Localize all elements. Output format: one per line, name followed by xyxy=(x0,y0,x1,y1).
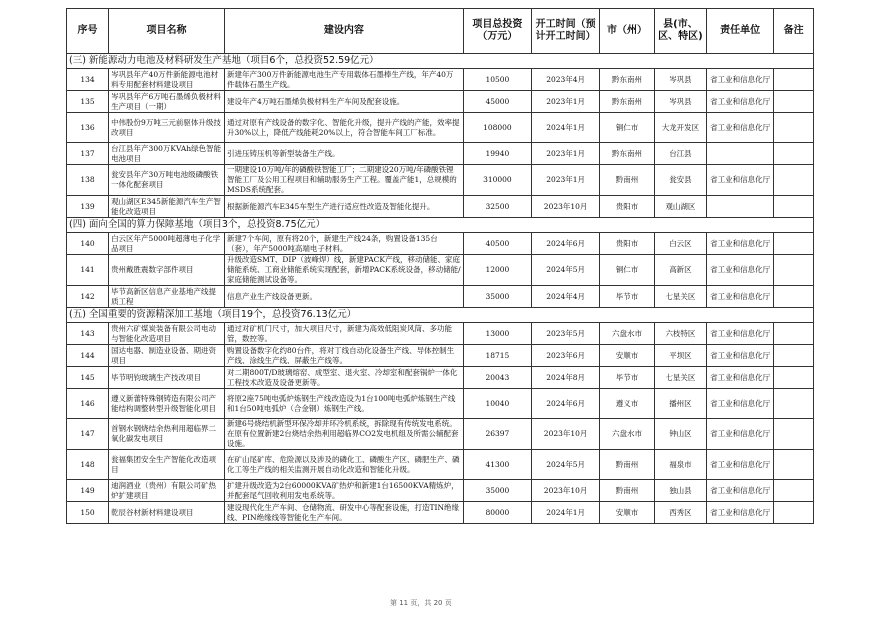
cell-name: 国达电器、制造业设备、期进资项目 xyxy=(109,345,225,367)
table-row xyxy=(67,345,814,367)
cell-seq: 138 xyxy=(67,165,109,196)
cell-investment: 40500 xyxy=(463,233,531,255)
cell-note xyxy=(774,196,814,218)
cell-city: 安顺市 xyxy=(600,345,655,367)
cell-seq: 144 xyxy=(67,345,109,367)
cell-county: 岑巩县 xyxy=(654,69,706,91)
cell-seq: 139 xyxy=(67,196,109,218)
cell-seq: 136 xyxy=(67,113,109,143)
cell-investment: 20043 xyxy=(463,367,531,389)
cell-content: 将原2座75吨电弧炉炼钢生产线改造设为1台100吨电弧炉炼钢生产线和1台50吨电弧炉（合金钢）炼钢生产线。 xyxy=(225,389,464,419)
cell-note xyxy=(774,323,814,345)
table-row xyxy=(67,91,814,113)
cell-unit xyxy=(707,196,774,218)
cell-investment: 13000 xyxy=(463,323,531,345)
cell-city: 毕节市 xyxy=(600,367,655,389)
cell-city: 六盘水市 xyxy=(600,323,655,345)
cell-city: 黔南州 xyxy=(600,480,655,502)
table-header-row xyxy=(67,9,814,54)
cell-content: 升级改造SMT、DIP（波峰焊）线，新建PACK产线，移动储能、家庭储能系统、工商业储能系统实现配套，新增PACK系统设备，移动储能/家庭储能测试设备等。 xyxy=(225,255,464,286)
cell-content: 根据新能源汽车E345车型生产进行适应性改造及智能化提升。 xyxy=(225,196,464,218)
cell-start: 2023年10月 xyxy=(532,419,600,450)
cell-unit: 省工业和信息化厅 xyxy=(707,286,774,308)
cell-start: 2024年4月 xyxy=(532,286,600,308)
cell-seq: 150 xyxy=(67,502,109,524)
header-city: 市（州） xyxy=(600,9,655,54)
cell-investment: 35000 xyxy=(463,286,531,308)
cell-start: 2024年5月 xyxy=(532,450,600,480)
cell-name: 毕节高新区信息产业基地产线提质工程 xyxy=(109,286,225,308)
cell-start: 2023年10月 xyxy=(532,480,600,502)
cell-investment: 45000 xyxy=(463,91,531,113)
cell-unit: 省工业和信息化厅 xyxy=(707,419,774,450)
cell-note xyxy=(774,502,814,524)
cell-start: 2023年1月 xyxy=(532,143,600,165)
cell-start: 2024年6月 xyxy=(532,233,600,255)
cell-seq: 148 xyxy=(67,450,109,480)
table-row xyxy=(67,286,814,308)
cell-county: 高新区 xyxy=(654,255,706,286)
cell-start: 2024年5月 xyxy=(532,255,600,286)
cell-note xyxy=(774,450,814,480)
table-row xyxy=(67,389,814,419)
header-content: 建设内容 xyxy=(225,9,464,54)
cell-content: 建设现代化生产车间、仓储物流、研发中心等配套设施，打造TIN绝缘线、PIN绝缘线等智能化生产车间。 xyxy=(225,502,464,524)
cell-city: 六盘水市 xyxy=(600,419,655,450)
header-unit: 责任单位 xyxy=(707,9,774,54)
cell-start: 2023年1月 xyxy=(532,165,600,196)
table-body xyxy=(67,54,814,524)
cell-content: 建设年产4万吨石墨烯负极材料生产车间及配套设施。 xyxy=(225,91,464,113)
cell-unit: 省工业和信息化厅 xyxy=(707,480,774,502)
cell-seq: 146 xyxy=(67,389,109,419)
cell-county: 播州区 xyxy=(654,389,706,419)
cell-county: 西秀区 xyxy=(654,502,706,524)
table-row xyxy=(67,196,814,218)
cell-investment: 10040 xyxy=(463,389,531,419)
cell-note xyxy=(774,233,814,255)
cell-investment: 32500 xyxy=(463,196,531,218)
cell-content: 通过对原有产线设备的数字化、智能化升级，提升产线的产能，效率提升30%以上，降低产线能耗20%以上，符合智能车间工厂标准。 xyxy=(225,113,464,143)
cell-county: 平坝区 xyxy=(654,345,706,367)
cell-name: 观山湖区E345新能源汽车生产智能化改造项目 xyxy=(109,196,225,218)
cell-seq: 143 xyxy=(67,323,109,345)
table-row xyxy=(67,450,814,480)
cell-county: 白云区 xyxy=(654,233,706,255)
cell-county: 台江县 xyxy=(654,143,706,165)
cell-seq: 140 xyxy=(67,233,109,255)
cell-name: 岑巩县年产6万吨石墨烯负极材料生产项目（一期） xyxy=(109,91,225,113)
cell-content: 对二期800T/D玻璃熔窑、成型室、退火室、冷却室和配套锅炉一体化工程技术改造及设备更新等。 xyxy=(225,367,464,389)
cell-unit xyxy=(707,143,774,165)
cell-seq: 135 xyxy=(67,91,109,113)
cell-investment: 41300 xyxy=(463,450,531,480)
table-row xyxy=(67,113,814,143)
cell-unit: 省工业和信息化厅 xyxy=(707,91,774,113)
header-seq: 序号 xyxy=(67,9,109,54)
cell-investment: 12000 xyxy=(463,255,531,286)
table-row xyxy=(67,255,814,286)
cell-content: 新建7个车间，原有将20个，新建生产线24条，购置设备135台（套），年产5000吨高端电子材料。 xyxy=(225,233,464,255)
cell-city: 黔南州 xyxy=(600,165,655,196)
cell-county: 七星关区 xyxy=(654,367,706,389)
cell-name: 瓮福集团安全生产智能化改造项目 xyxy=(109,450,225,480)
cell-name: 岑巩县年产40万件新能源电池材料专用配套材料建设项目 xyxy=(109,69,225,91)
cell-note xyxy=(774,113,814,143)
cell-unit: 省工业和信息化厅 xyxy=(707,367,774,389)
cell-note xyxy=(774,345,814,367)
cell-name: 毕节明钧玻璃生产技改项目 xyxy=(109,367,225,389)
header-investment: 项目总投资（万元） xyxy=(463,9,531,54)
cell-investment: 19940 xyxy=(463,143,531,165)
cell-content: 购置设备数字化约80台件，将对丁线自动化设备生产线、导体控制生产线、涂线生产线、屏蔽生产线等。 xyxy=(225,345,464,367)
cell-note xyxy=(774,389,814,419)
cell-start: 2024年1月 xyxy=(532,502,600,524)
cell-unit: 省工业和信息化厅 xyxy=(707,502,774,524)
page-footer: 第 11 页，共 20 页 xyxy=(390,599,452,607)
cell-name: 乾辰谷材新材料建设项目 xyxy=(109,502,225,524)
cell-name: 贵州六矿煤炭装备有限公司电动与智能化改造项目 xyxy=(109,323,225,345)
cell-unit: 省工业和信息化厅 xyxy=(707,69,774,91)
section-title: (五) 全国重要的资源精深加工基地（项目19个，总投资76.13亿元） xyxy=(67,308,814,323)
cell-note xyxy=(774,69,814,91)
cell-city: 黔东南州 xyxy=(600,143,655,165)
cell-city: 贵阳市 xyxy=(600,233,655,255)
cell-note xyxy=(774,367,814,389)
table-row xyxy=(67,165,814,196)
section-row xyxy=(67,308,814,323)
cell-seq: 137 xyxy=(67,143,109,165)
cell-note xyxy=(774,165,814,196)
cell-investment: 108000 xyxy=(463,113,531,143)
section-row xyxy=(67,54,814,69)
cell-name: 遵义新蕾特殊钢铸造有限公司产能结构调整转型升级智能化项目 xyxy=(109,389,225,419)
cell-name: 贵州戴胜震数字部件项目 xyxy=(109,255,225,286)
cell-investment: 26397 xyxy=(463,419,531,450)
cell-city: 黔东南州 xyxy=(600,91,655,113)
cell-start: 2023年1月 xyxy=(532,91,600,113)
cell-start: 2023年10月 xyxy=(532,196,600,218)
table-row xyxy=(67,69,814,91)
cell-seq: 147 xyxy=(67,419,109,450)
table-row xyxy=(67,502,814,524)
cell-county: 观山湖区 xyxy=(654,196,706,218)
cell-unit: 省工业和信息化厅 xyxy=(707,323,774,345)
cell-name: 中伟股份9万吨三元前驱体升级技改项目 xyxy=(109,113,225,143)
cell-name: 首钢水钢烧结余热利用超临界二氧化碳发电项目 xyxy=(109,419,225,450)
cell-note xyxy=(774,286,814,308)
cell-seq: 134 xyxy=(67,69,109,91)
cell-seq: 149 xyxy=(67,480,109,502)
cell-unit: 省工业和信息化厅 xyxy=(707,389,774,419)
cell-content: 在矿山尾矿库、危险源以及涉及的磷化工、磷酸生产区、磷肥生产、磷化工等生产线的相关监测开展自动化改造和智能化升级。 xyxy=(225,450,464,480)
cell-content: 通过对矿机门尺寸，加大项目尺寸，新建为高效低阻炭风筒、多功能管，数控等。 xyxy=(225,323,464,345)
cell-unit: 省工业和信息化厅 xyxy=(707,450,774,480)
section-title: (三) 新能源动力电池及材料研发生产基地（项目6个，总投资52.59亿元） xyxy=(67,54,814,69)
cell-county: 独山县 xyxy=(654,480,706,502)
cell-content: 引进压铸压机等新型装备生产线。 xyxy=(225,143,464,165)
cell-content: 新建6号烧结机新型环保冷却并环冷机系统，拆除现有传统发电系统。在原有位置新建2台烧结余热利用超临界CO2发电机组及所需公辅配套设施。 xyxy=(225,419,464,450)
table-row xyxy=(67,480,814,502)
cell-name: 台江县年产300万KVAh绿色智能电池项目 xyxy=(109,143,225,165)
cell-county: 大龙开发区 xyxy=(654,113,706,143)
cell-city: 铜仁市 xyxy=(600,255,655,286)
cell-start: 2024年6月 xyxy=(532,389,600,419)
cell-note xyxy=(774,91,814,113)
table-row xyxy=(67,367,814,389)
cell-unit: 省工业和信息化厅 xyxy=(707,345,774,367)
cell-investment: 80000 xyxy=(463,502,531,524)
cell-city: 安顺市 xyxy=(600,502,655,524)
cell-city: 黔南州 xyxy=(600,450,655,480)
cell-county: 六枝特区 xyxy=(654,323,706,345)
table-row xyxy=(67,323,814,345)
cell-county: 岑巩县 xyxy=(654,91,706,113)
cell-note xyxy=(774,480,814,502)
cell-county: 福泉市 xyxy=(654,450,706,480)
cell-city: 遵义市 xyxy=(600,389,655,419)
header-county: 县(市、区、特区) xyxy=(654,9,706,54)
cell-investment: 310000 xyxy=(463,165,531,196)
cell-city: 毕节市 xyxy=(600,286,655,308)
cell-name: 白云区年产5000吨超薄电子化学品项目 xyxy=(109,233,225,255)
cell-investment: 35000 xyxy=(463,480,531,502)
cell-unit: 省工业和信息化厅 xyxy=(707,233,774,255)
cell-start: 2023年6月 xyxy=(532,345,600,367)
cell-start: 2024年8月 xyxy=(532,367,600,389)
cell-note xyxy=(774,143,814,165)
cell-content: 信息产业生产线设备更新。 xyxy=(225,286,464,308)
cell-county: 钟山区 xyxy=(654,419,706,450)
cell-content: 新建年产300万件新能源电池生产专用载体石墨棒生产线，年产40万件载体石墨生产线。 xyxy=(225,69,464,91)
cell-start: 2024年1月 xyxy=(532,113,600,143)
header-note: 备注 xyxy=(774,9,814,54)
cell-city: 黔东南州 xyxy=(600,69,655,91)
section-row xyxy=(67,218,814,233)
cell-investment: 18715 xyxy=(463,345,531,367)
cell-start: 2023年5月 xyxy=(532,323,600,345)
header-name: 项目名称 xyxy=(109,9,225,54)
cell-county: 瓮安县 xyxy=(654,165,706,196)
table-row xyxy=(67,419,814,450)
cell-unit: 省工业和信息化厅 xyxy=(707,255,774,286)
table-row xyxy=(67,233,814,255)
cell-start: 2023年4月 xyxy=(532,69,600,91)
cell-seq: 145 xyxy=(67,367,109,389)
cell-seq: 142 xyxy=(67,286,109,308)
cell-city: 贵阳市 xyxy=(600,196,655,218)
cell-city: 铜仁市 xyxy=(600,113,655,143)
cell-unit: 省工业和信息化厅 xyxy=(707,113,774,143)
cell-investment: 10500 xyxy=(463,69,531,91)
cell-county: 七星关区 xyxy=(654,286,706,308)
header-start: 开工时间（预计开工时间） xyxy=(532,9,600,54)
cell-name: 瓮安县年产30万吨电池级磷酸铁一体化配套项目 xyxy=(109,165,225,196)
project-table xyxy=(66,8,814,524)
cell-note xyxy=(774,419,814,450)
cell-content: 扩建升级改造为2台60000KVA矿热炉和新建1台16500KVA精炼炉，并配套尾气回收利用发电系统等。 xyxy=(225,480,464,502)
cell-seq: 141 xyxy=(67,255,109,286)
cell-unit: 省工业和信息化厅 xyxy=(707,165,774,196)
cell-note xyxy=(774,255,814,286)
table-row xyxy=(67,143,814,165)
section-title: (四) 面向全国的算力保障基地（项目3个，总投资8.75亿元） xyxy=(67,218,814,233)
cell-name: 迪润酒业（贵州）有限公司矿热炉扩建项目 xyxy=(109,480,225,502)
cell-content: 一期建设10万吨/年的磷酸铁智能工厂；二期建设20万吨/年磷酸铁锂智能工厂及公用工程项目和辅助服务生产工程。覆盖产能1，总规模的MSDS系统配套。 xyxy=(225,165,464,196)
